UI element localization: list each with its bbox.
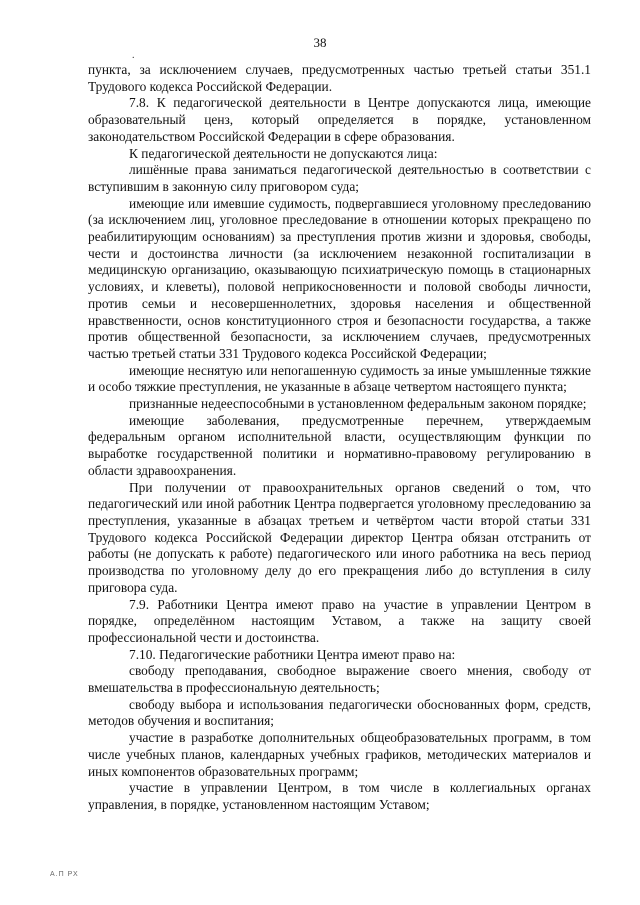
paragraph-continuation: пункта, за исключением случаев, предусмотренных частью третьей статьи 351.1 Трудового кодекса Российской Федерации. [88,62,591,94]
paragraph-7-8: 7.8. К педагогической деятельности в Центре допускаются лица, имеющие образовательный ценз, который определяется в порядке, установленном законодательством Российской Федерации в сфере образования. [88,95,591,144]
paragraph-item-convicted: имеющие или имевшие судимость, подвергавшиеся уголовному преследованию (за исключением лиц, уголовное преследование в отношении которых прекращено по реабилитирующим основаниям) за преступления против жизни и здоровья, свободы, чести и достоинства личности (за исключением незаконной госпитализации в медицинскую организацию, оказывающую психиатрическую помощь в стационарных условиях, и клеветы), половой неприкосновенности и половой свободы личности, против семьи и несовершеннолетних, здоровья населения и общественной нравственности, основ конституционного строя и безопасности государства, а также против общественной безопасности, за исключением случаев, предусмотренных частью третьей статьи 331 Трудового кодекса Российской Федерации; [88,195,591,361]
paragraph-not-admitted: К педагогической деятельности не допускаются лица: [129,145,438,161]
page-number: 38 [313,35,327,50]
paragraph-law-enforcement: При получении от правоохранительных органов сведений о том, что педагогический или иной работник Центра подвергается уголовному преследованию за преступления, указанные в абзацах третьем и четвёртом части второй статьи 331 Трудового кодекса Российской Федерации директор Центра обязан отстранить от работы (не допускать к работе) педагогического или иного работника на весь период производства по уголовному делу до его прекращения либо до вступления в силу приговора суда. [88,479,591,595]
scan-dot: . [132,50,135,61]
paragraph-item-deprived: лишённые права заниматься педагогической деятельностью в соответствии с вступившим в законную силу приговором суда; [88,162,591,194]
paragraph-right-management: участие в управлении Центром, в том числе в коллегиальных органах управления, в порядке, установленном настоящим Уставом; [88,780,591,812]
paragraph-7-10: 7.10. Педагогические работники Центра имеют право на: [129,646,456,662]
paragraph-item-incapable: признанные недееспособными в установленном федеральным законом порядке; [129,396,587,412]
paragraph-right-programs: участие в разработке дополнительных общеобразовательных программ, в том числе учебных планов, календарных учебных графиков, методических материалов и иных компонентов образовательных программ; [88,730,591,779]
paragraph-item-diseases: имеющие заболевания, предусмотренные перечнем, утверждаемым федеральным органом исполнительной власти, осуществляющим функции по выработке государственной политики и нормативно-правовому регулированию в области здравоохранения. [88,412,591,478]
paragraph-7-9: 7.9. Работники Центра имеют право на участие в управлении Центром в порядке, определённом настоящим Уставом, а также на защиту своей профессиональной чести и достоинства. [88,596,591,645]
body-text [88,62,591,814]
paragraph-right-teaching: свободу преподавания, свободное выражение своего мнения, свободу от вмешательства в профессиональную деятельность; [88,663,591,696]
paragraph-item-unexpunged: имеющие неснятую или непогашенную судимость за иные умышленные тяжкие и особо тяжкие преступления, не указанные в абзаце четвертом настоящего пункта; [88,362,591,395]
paragraph-right-methods: свободу выбора и использования педагогически обоснованных форм, средств, методов обучения и воспитания; [88,696,591,729]
footer-mark: А.П РХ [50,871,79,878]
